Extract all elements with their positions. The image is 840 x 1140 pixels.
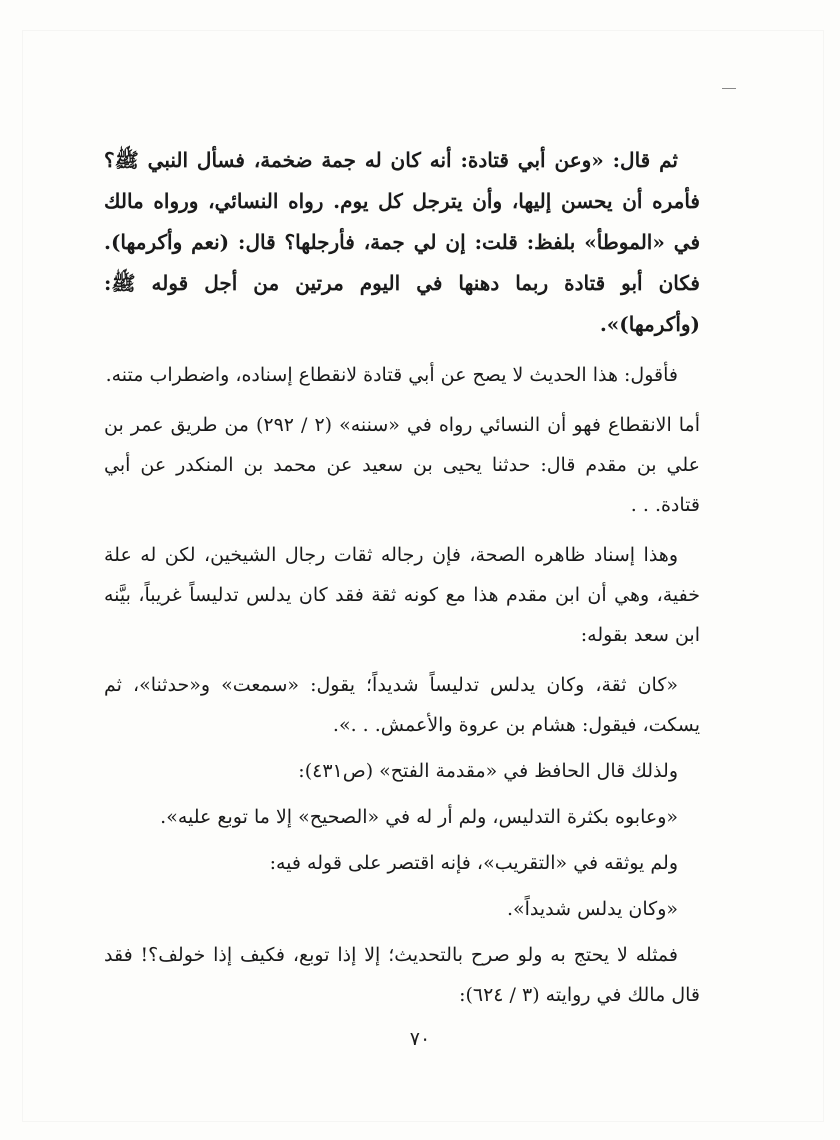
paragraph-quote-abu-qatada: ثم قال: «وعن أبي قتادة: أنه كان له جمة ضخمة، فسأل النبي ﷺ؟ فأمره أن يحسن إليها، وأن يترجل كل يوم. رواه النسائي، ورواه مالك في «الموطأ» بلفظ: قلت: إن لي جمة، فأرجلها؟ قال: (نعم وأكرمها). فكان أبو قتادة ربما دهنها في اليوم مرتين من أجل قوله ﷺ: (وأكرمها)». [104, 148, 700, 336]
paragraph-ibn-saad-quote: «كان ثقة، وكان يدلس تدليساً شديداً؛ يقول: «سمعت» و«حدثنا»، ثم يسكت، فيقول: هشام بن عروة والأعمش. . .». [104, 674, 700, 736]
page-number: ٧٠ [409, 1028, 431, 1050]
paragraph-conclusion: فمثله لا يحتج به ولو صرح بالتحديث؛ إلا إذا توبع، فكيف إذا خولف؟! فقد قال مالك في روايته (٣ / ٦٢٤): [104, 944, 700, 1006]
paragraph-inqita: أما الانقطاع فهو أن النسائي رواه في «سننه» (٢ / ٢٩٢) من طريق عمر بن علي بن مقدم قال: حدثنا يحيى بن سعيد عن محمد بن المنكدر عن أبي قتادة. . . [104, 414, 700, 516]
page-body [104, 140, 700, 1015]
paragraph-taqrib: ولم يوثقه في «التقريب»، فإنه اقتصر على قوله فيه: [269, 852, 678, 874]
paragraph-isnad: وهذا إسناد ظاهره الصحة، فإن رجاله ثقات رجال الشيخين، لكن له علة خفية، وهي أن ابن مقدم هذا مع كونه ثقة فقد كان يدلس تدليساً غريباً، بيَّنه ابن سعد بقوله: [104, 544, 700, 646]
scan-mark [722, 88, 736, 89]
paragraph-taqrib-quote: «وكان يدلس شديداً». [506, 898, 678, 920]
paragraph-hafiz: ولذلك قال الحافظ في «مقدمة الفتح» (ص٤٣١): [298, 760, 678, 782]
paragraph-verdict: فأقول: هذا الحديث لا يصح عن أبي قتادة لانقطاع إسناده، واضطراب متنه. [105, 364, 678, 386]
paragraph-hafiz-quote: «وعابوه بكثرة التدليس، ولم أر له في «الصحيح» إلا ما توبع عليه». [160, 806, 678, 828]
